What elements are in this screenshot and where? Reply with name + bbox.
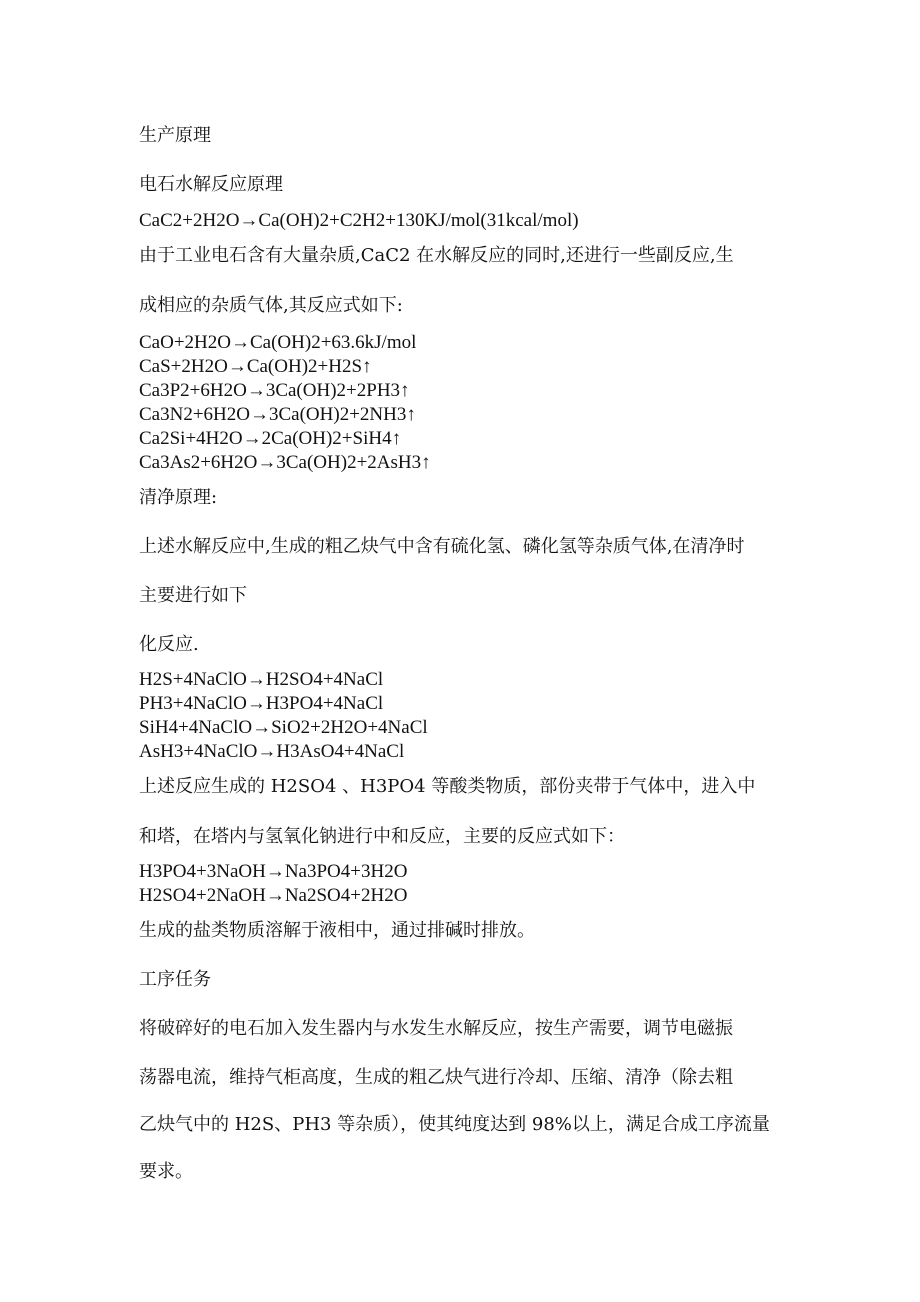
task-paragraph-line: 要求。 (139, 1161, 193, 1182)
side-reaction: Ca3N2+6H2O→3Ca(OH)2+2NH3↑ (139, 404, 416, 425)
acid-paragraph-line-2: 和塔，在塔内与氢氧化钠进行中和反应，主要的反应式如下： (139, 826, 625, 847)
acid-paragraph-line-1: 上述反应生成的 H2SO4 、H3PO4 等酸类物质，部份夹带于气体中，进入中 (139, 776, 756, 797)
oxidation-reaction: SiH4+4NaClO→SiO2+2H2O+4NaCl (139, 717, 428, 738)
task-paragraph-line: 荡器电流，维持气柜高度，生成的粗乙炔气进行冷却、压缩、清净（除去粗 (139, 1067, 733, 1088)
task-paragraph-line: 将破碎好的电石加入发生器内与水发生水解反应，按生产需要，调节电磁振 (139, 1018, 733, 1039)
task-paragraph-line: 乙炔气中的 H2S、PH3 等杂质），使其纯度达到 98%以上，满足合成工序流量 (139, 1114, 770, 1135)
cleaning-paragraph-line-3: 化反应. (139, 634, 199, 655)
intro-paragraph-line-1: 由于工业电石含有大量杂质,CaC2 在水解反应的同时,还进行一些副反应,生 (139, 245, 734, 266)
oxidation-reaction: PH3+4NaClO→H3PO4+4NaCl (139, 693, 384, 714)
neutralization-reaction: H3PO4+3NaOH→Na3PO4+3H2O (139, 861, 408, 882)
neutralization-reaction: H2SO4+2NaOH→Na2SO4+2H2O (139, 885, 408, 906)
heading-process-task: 工序任务 (139, 969, 211, 990)
side-reaction: CaO+2H2O→Ca(OH)2+63.6kJ/mol (139, 332, 417, 353)
heading-cleaning-principle: 清净原理: (139, 487, 218, 508)
oxidation-reaction: AsH3+4NaClO→H3AsO4+4NaCl (139, 741, 405, 762)
cleaning-paragraph-line-2: 主要进行如下 (139, 585, 247, 606)
side-reaction: Ca3P2+6H2O→3Ca(OH)2+2PH3↑ (139, 380, 410, 401)
cleaning-paragraph-line-1: 上述水解反应中,生成的粗乙炔气中含有硫化氢、磷化氢等杂质气体,在清净时 (139, 536, 745, 557)
oxidation-reaction: H2S+4NaClO→H2SO4+4NaCl (139, 669, 384, 690)
side-reaction: CaS+2H2O→Ca(OH)2+H2S↑ (139, 356, 372, 377)
salt-discharge-line: 生成的盐类物质溶解于液相中，通过排碱时排放。 (139, 920, 535, 941)
intro-paragraph-line-2: 成相应的杂质气体,其反应式如下: (139, 295, 403, 316)
heading-production-principle: 生产原理 (139, 125, 211, 146)
heading-hydrolysis-principle: 电石水解反应原理 (139, 174, 283, 195)
side-reaction: Ca2Si+4H2O→2Ca(OH)2+SiH4↑ (139, 428, 402, 449)
main-hydrolysis-reaction: CaC2+2H2O→Ca(OH)2+C2H2+130KJ/mol(31kcal/mol) (139, 210, 579, 231)
side-reaction: Ca3As2+6H2O→3Ca(OH)2+2AsH3↑ (139, 452, 431, 473)
